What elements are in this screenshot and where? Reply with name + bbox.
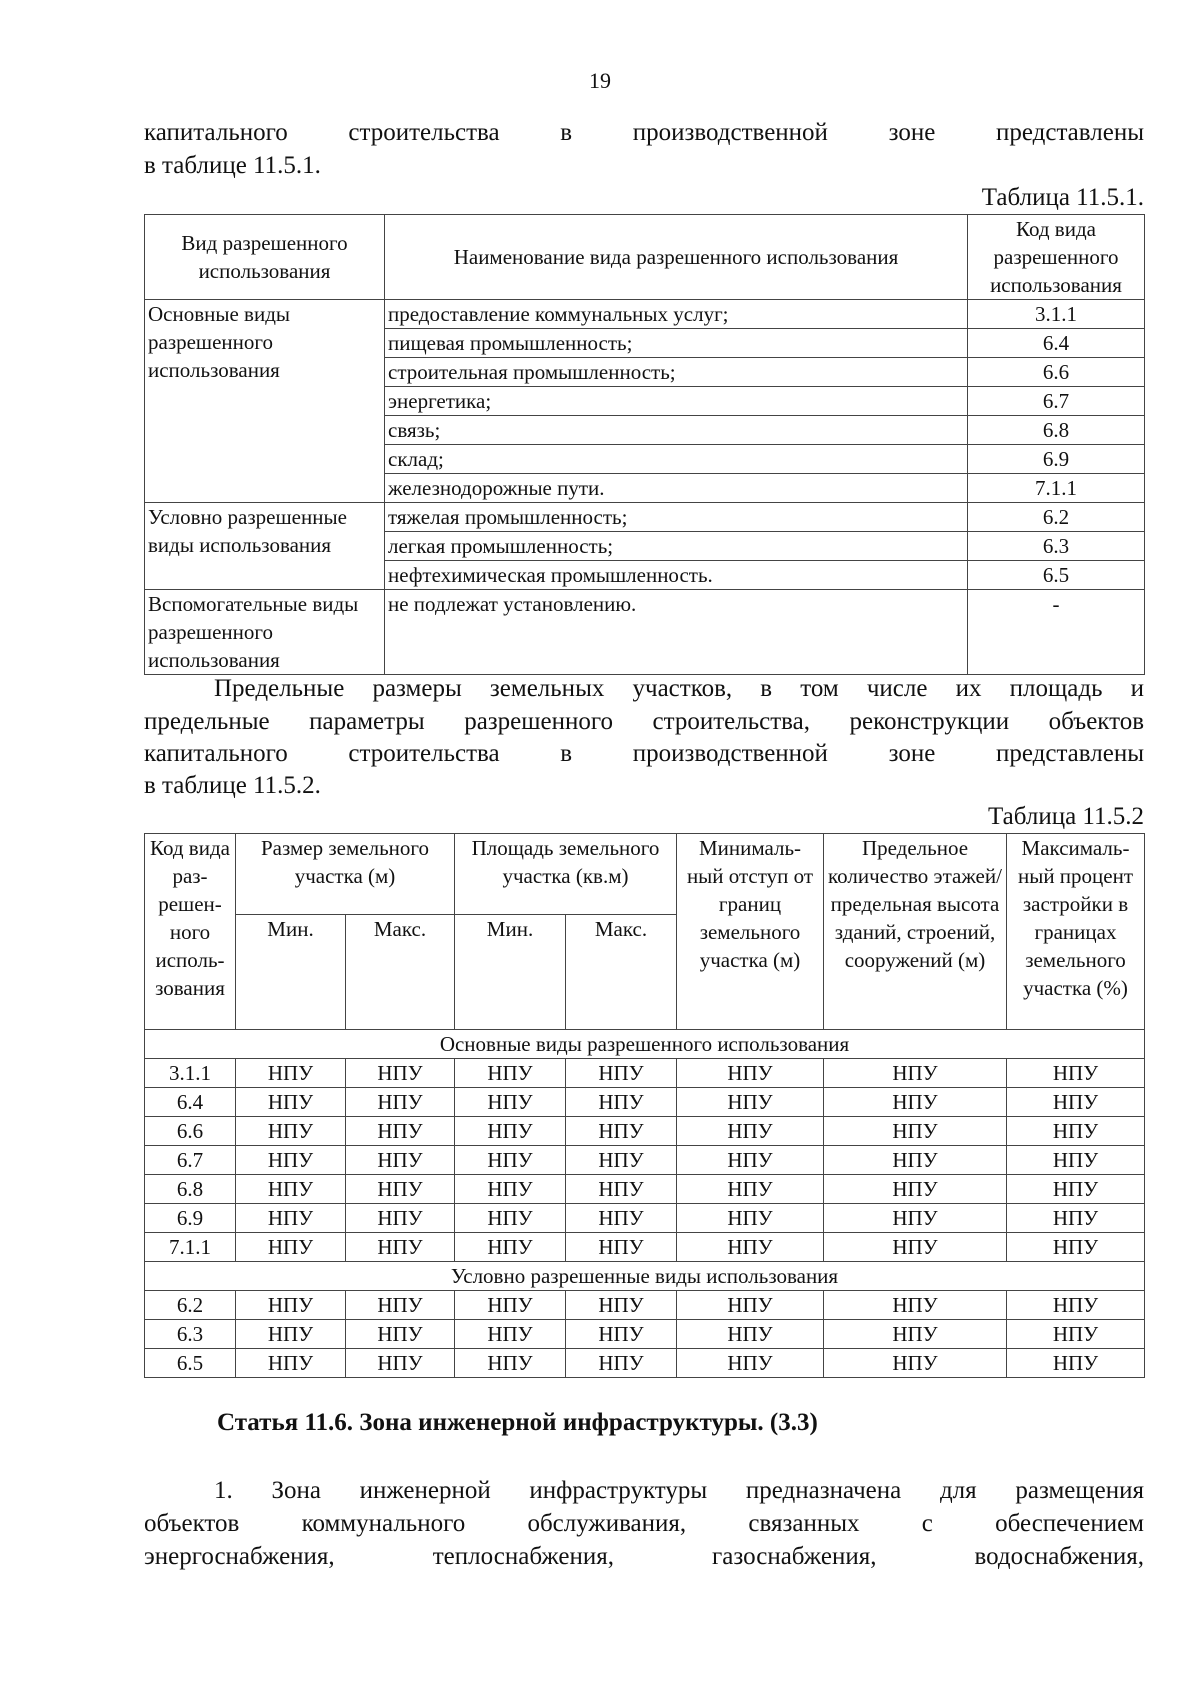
param-value: НПУ — [236, 1349, 346, 1378]
use-code: 6.5 — [968, 561, 1145, 590]
param-value: НПУ — [455, 1088, 566, 1117]
param-value: НПУ — [236, 1204, 346, 1233]
param-value: НПУ — [346, 1349, 455, 1378]
table-body — [145, 1030, 1145, 1378]
param-value: НПУ — [346, 1059, 455, 1088]
use-code: 6.6 — [145, 1117, 236, 1146]
use-code: 7.1.1 — [968, 474, 1145, 503]
use-name: железнодорожные пути. — [385, 474, 968, 503]
table-row — [145, 1146, 1145, 1175]
param-value: НПУ — [236, 1291, 346, 1320]
page-number: 19 — [589, 68, 611, 93]
use-code: 6.9 — [968, 445, 1145, 474]
paragraph-line: Предельные размеры земельных участков, в том числе их площадь и — [214, 675, 1144, 702]
param-value: НПУ — [455, 1233, 566, 1262]
param-value: НПУ — [566, 1059, 677, 1088]
param-value: НПУ — [236, 1233, 346, 1262]
param-value: НПУ — [1007, 1233, 1145, 1262]
use-code: - — [968, 590, 1145, 675]
param-value: НПУ — [1007, 1320, 1145, 1349]
table-row — [145, 590, 1145, 675]
section-title: Условно разрешенные виды использования — [145, 1262, 1145, 1291]
param-value: НПУ — [824, 1320, 1007, 1349]
use-name: предоставление коммунальных услуг; — [385, 300, 968, 329]
paragraph-line: энергоснабжения, теплоснабжения, газоснабжения, водоснабжения, — [144, 1543, 1144, 1570]
table-caption: Таблица 11.5.1. — [981, 184, 1144, 211]
section-title: Основные виды разрешенного использования — [145, 1030, 1145, 1059]
paragraph-line: 1. Зона инженерной инфраструктуры предназначена для размещения — [214, 1477, 1144, 1504]
param-value: НПУ — [455, 1175, 566, 1204]
use-code: 6.3 — [968, 532, 1145, 561]
column-header: Наименование вида разрешенного использования — [385, 215, 968, 300]
param-value: НПУ — [824, 1146, 1007, 1175]
param-value: НПУ — [1007, 1175, 1145, 1204]
use-code: 6.5 — [145, 1349, 236, 1378]
table-row — [145, 1175, 1145, 1204]
param-value: НПУ — [1007, 1204, 1145, 1233]
param-value: НПУ — [677, 1117, 824, 1146]
table-permitted-uses — [144, 214, 1145, 675]
use-name: склад; — [385, 445, 968, 474]
use-code: 6.8 — [145, 1175, 236, 1204]
param-value: НПУ — [455, 1146, 566, 1175]
use-name: не подлежат установлению. — [385, 590, 968, 675]
param-value: НПУ — [566, 1349, 677, 1378]
group-label: Вспомогательные виды разрешенного использования — [145, 590, 385, 675]
column-header: Мин. — [236, 915, 346, 1030]
param-value: НПУ — [824, 1088, 1007, 1117]
use-code: 7.1.1 — [145, 1233, 236, 1262]
param-value: НПУ — [1007, 1117, 1145, 1146]
param-value: НПУ — [677, 1233, 824, 1262]
table-row — [145, 1291, 1145, 1320]
column-header: Код вида раз- решен- ного исполь- зования — [145, 834, 236, 1030]
param-value: НПУ — [236, 1117, 346, 1146]
use-name: энергетика; — [385, 387, 968, 416]
param-value: НПУ — [236, 1059, 346, 1088]
param-value: НПУ — [824, 1175, 1007, 1204]
param-value: НПУ — [824, 1117, 1007, 1146]
use-code: 6.4 — [968, 329, 1145, 358]
use-code: 6.4 — [145, 1088, 236, 1117]
use-code: 3.1.1 — [968, 300, 1145, 329]
group-label: Условно разрешенные виды использования — [145, 503, 385, 590]
param-value: НПУ — [677, 1320, 824, 1349]
param-value: НПУ — [346, 1320, 455, 1349]
use-name: строительная промышленность; — [385, 358, 968, 387]
param-value: НПУ — [346, 1117, 455, 1146]
use-code: 6.9 — [145, 1204, 236, 1233]
param-value: НПУ — [236, 1088, 346, 1117]
param-value: НПУ — [677, 1088, 824, 1117]
param-value: НПУ — [566, 1233, 677, 1262]
param-value: НПУ — [236, 1175, 346, 1204]
param-value: НПУ — [824, 1291, 1007, 1320]
use-code: 6.8 — [968, 416, 1145, 445]
param-value: НПУ — [455, 1320, 566, 1349]
column-header: Минималь- ный отступ от границ земельного участка (м) — [677, 834, 824, 1030]
param-value: НПУ — [346, 1204, 455, 1233]
table-row — [145, 1320, 1145, 1349]
param-value: НПУ — [677, 1175, 824, 1204]
param-value: НПУ — [677, 1059, 824, 1088]
param-value: НПУ — [677, 1204, 824, 1233]
section-row — [145, 1030, 1145, 1059]
param-value: НПУ — [236, 1320, 346, 1349]
group-label: Основные виды разрешенного использования — [145, 300, 385, 503]
param-value: НПУ — [824, 1204, 1007, 1233]
article-heading: Статья 11.6. Зона инженерной инфраструктуры. (3.3) — [217, 1409, 818, 1436]
param-value: НПУ — [346, 1233, 455, 1262]
use-code: 6.2 — [968, 503, 1145, 532]
param-value: НПУ — [455, 1204, 566, 1233]
param-value: НПУ — [824, 1349, 1007, 1378]
param-value: НПУ — [824, 1059, 1007, 1088]
param-value: НПУ — [1007, 1146, 1145, 1175]
section-row — [145, 1262, 1145, 1291]
column-header: Макс. — [566, 915, 677, 1030]
param-value: НПУ — [1007, 1291, 1145, 1320]
param-value: НПУ — [824, 1233, 1007, 1262]
param-value: НПУ — [566, 1291, 677, 1320]
param-value: НПУ — [677, 1349, 824, 1378]
column-header: Вид разрешенного использования — [145, 215, 385, 300]
param-value: НПУ — [236, 1146, 346, 1175]
use-code: 6.2 — [145, 1291, 236, 1320]
use-code: 6.7 — [968, 387, 1145, 416]
param-value: НПУ — [455, 1059, 566, 1088]
param-value: НПУ — [455, 1349, 566, 1378]
table-row — [145, 1088, 1145, 1117]
param-value: НПУ — [346, 1146, 455, 1175]
paragraph-line: объектов коммунального обслуживания, связанных с обеспечением — [144, 1510, 1144, 1537]
param-value: НПУ — [677, 1146, 824, 1175]
table-row — [145, 1349, 1145, 1378]
column-header: Код вида разрешенного использования — [968, 215, 1145, 300]
use-name: связь; — [385, 416, 968, 445]
use-name: пищевая промышленность; — [385, 329, 968, 358]
param-value: НПУ — [455, 1291, 566, 1320]
use-name: легкая промышленность; — [385, 532, 968, 561]
intro-line: капитального строительства в производственной зоне представлены — [144, 119, 1144, 146]
param-value: НПУ — [566, 1146, 677, 1175]
use-code: 6.3 — [145, 1320, 236, 1349]
table-row — [145, 503, 1145, 532]
param-value: НПУ — [566, 1088, 677, 1117]
table-row — [145, 300, 1145, 329]
column-header: Размер земельного участка (м) — [236, 834, 455, 915]
use-code: 6.6 — [968, 358, 1145, 387]
param-value: НПУ — [346, 1088, 455, 1117]
param-value: НПУ — [1007, 1059, 1145, 1088]
param-value: НПУ — [566, 1204, 677, 1233]
param-value: НПУ — [1007, 1088, 1145, 1117]
table-row — [145, 1204, 1145, 1233]
paragraph-line: капитального строительства в производственной зоне представлены — [144, 740, 1144, 767]
paragraph-line: предельные параметры разрешенного строительства, реконструкции объектов — [144, 708, 1144, 735]
param-value: НПУ — [677, 1291, 824, 1320]
param-value: НПУ — [566, 1175, 677, 1204]
paragraph-line: в таблице 11.5.2. — [144, 772, 321, 799]
use-code: 6.7 — [145, 1146, 236, 1175]
param-value: НПУ — [566, 1320, 677, 1349]
table-caption: Таблица 11.5.2 — [988, 803, 1144, 830]
column-header: Макс. — [346, 915, 455, 1030]
table-parameters — [144, 833, 1145, 1378]
use-code: 3.1.1 — [145, 1059, 236, 1088]
table-row — [145, 1059, 1145, 1088]
param-value: НПУ — [455, 1117, 566, 1146]
use-name: нефтехимическая промышленность. — [385, 561, 968, 590]
column-header: Максималь- ный процент застройки в границах земельного участка (%) — [1007, 834, 1145, 1030]
column-header: Мин. — [455, 915, 566, 1030]
param-value: НПУ — [346, 1175, 455, 1204]
param-value: НПУ — [566, 1117, 677, 1146]
param-value: НПУ — [346, 1291, 455, 1320]
use-name: тяжелая промышленность; — [385, 503, 968, 532]
intro-line: в таблице 11.5.1. — [144, 152, 321, 179]
table-row — [145, 1117, 1145, 1146]
column-header: Предельное количество этажей/ предельная высота зданий, строений, сооружений (м) — [824, 834, 1007, 1030]
table-row — [145, 1233, 1145, 1262]
column-header: Площадь земельного участка (кв.м) — [455, 834, 677, 915]
param-value: НПУ — [1007, 1349, 1145, 1378]
